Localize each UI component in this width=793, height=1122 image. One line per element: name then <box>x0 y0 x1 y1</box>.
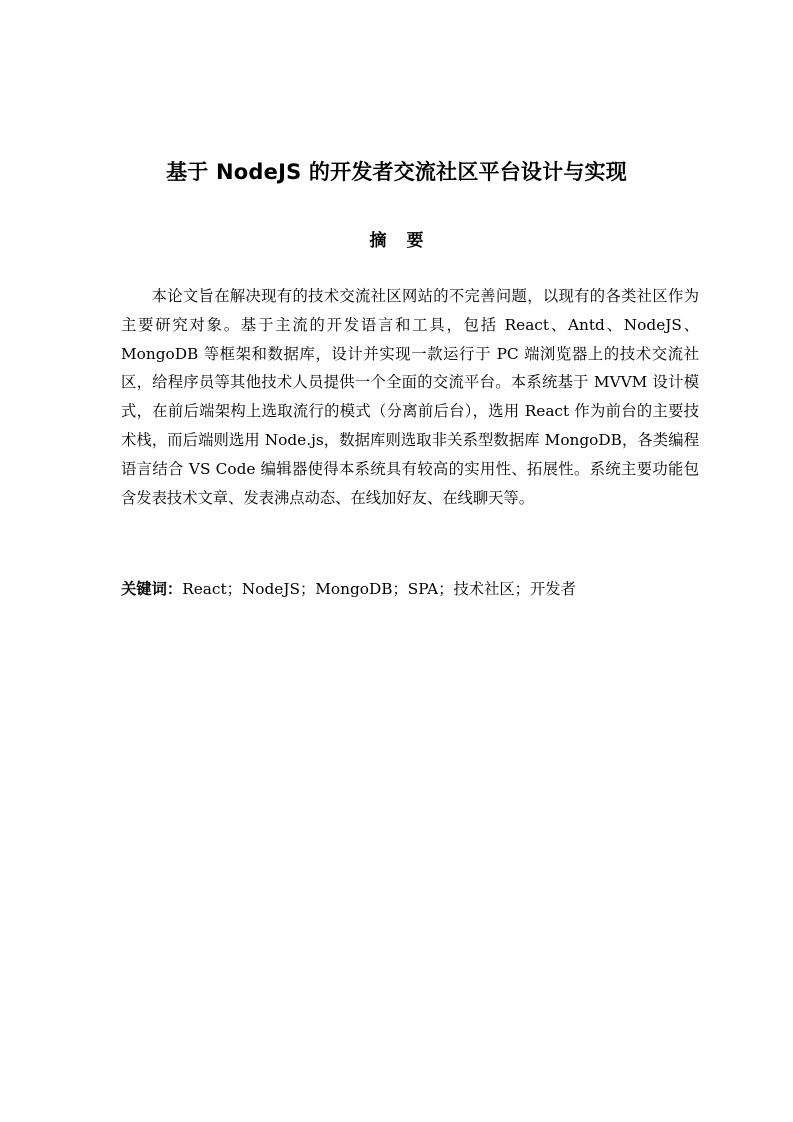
abstract-body: 本论文旨在解决现有的技术交流社区网站的不完善问题，以现有的各类社区作为主要研究对象。基于主流的开发语言和工具，包括 React、Antd、NodeJS、MongoDB 等框架和数据库，设计并实现一款运行于 PC 端浏览器上的技术交流社区，给程序员等其他技术人员提供一个全面的交流平台。本系统基于 MVVM 设计模式，在前后端架构上选取流行的模式（分离前后台），选用 React 作为前台的主要技术栈，而后端则选用 Node.js，数据库则选取非关系型数据库 MongoDB，各类编程语言结合 VS Code 编辑器使得本系统具有较高的实用性、拓展性。系统主要功能包含发表技术文章、发表沸点动态、在线加好友、在线聊天等。 <box>121 287 699 507</box>
keywords-text: React；NodeJS；MongoDB；SPA；技术社区；开发者 <box>182 580 576 598</box>
abstract-heading: 摘要 <box>369 231 444 251</box>
paper-title: 基于 NodeJS 的开发者交流社区平台设计与实现 <box>166 160 627 184</box>
keywords-line <box>121 575 699 603</box>
keywords-label: 关键词： <box>121 580 183 598</box>
